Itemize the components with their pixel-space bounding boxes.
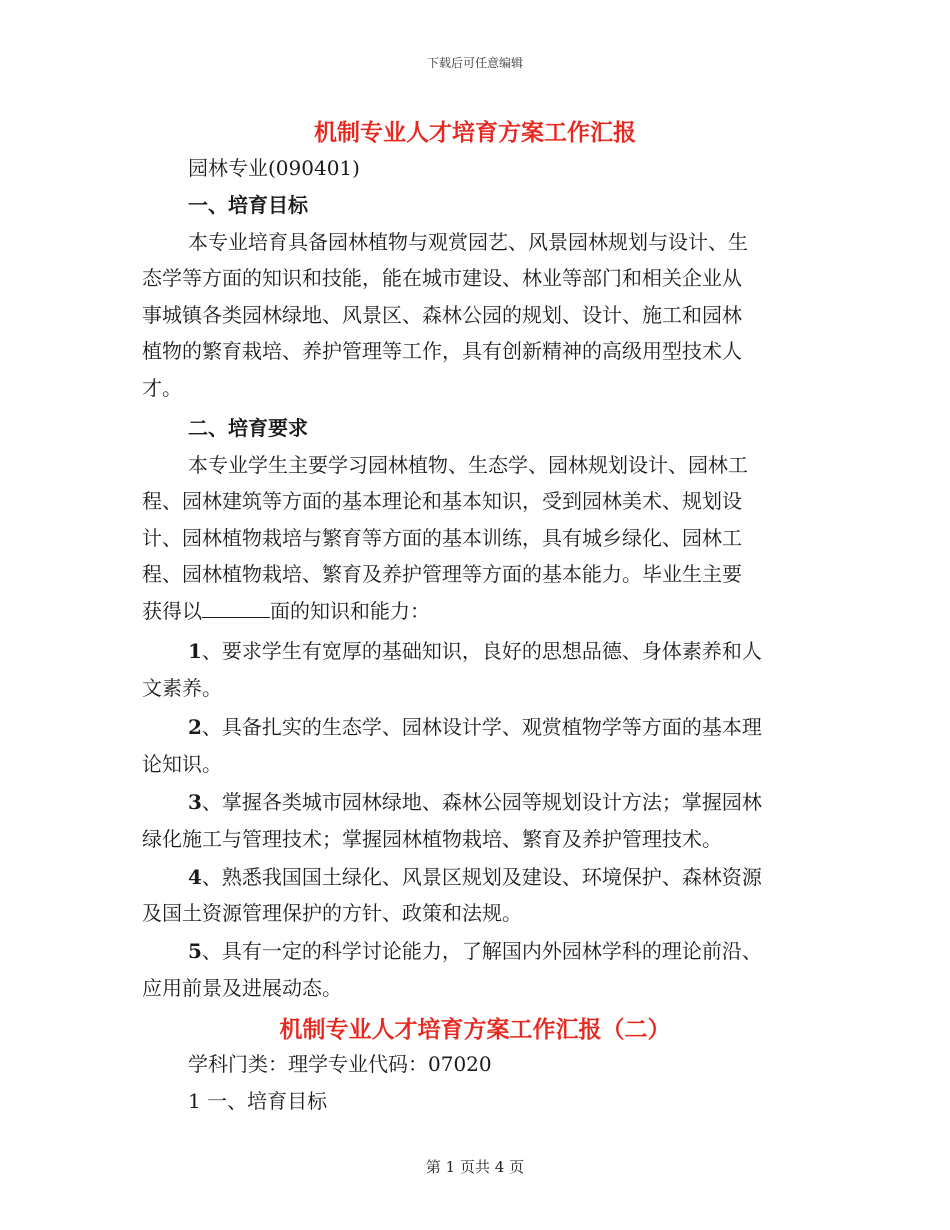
section1-line: 事城镇各类园林绿地、风景区、森林公园的规划、设计、施工和园林: [142, 303, 742, 327]
item-text: 、具备扎实的生态学、园林设计学、观赏植物学等方面的基本理: [201, 715, 762, 739]
item-text: 、要求学生有宽厚的基础知识，良好的思想品德、身体素养和人: [201, 639, 762, 663]
list-item: [188, 859, 858, 896]
section2-line: 程、园林植物栽培、繁育及养护管理等方面的基本能力。毕业生主要: [142, 562, 742, 586]
section1-line: 才。: [142, 376, 182, 400]
section2-line: 计、园林植物栽培与繁育等方面的基本训练，具有城乡绿化、园林工: [142, 526, 742, 550]
item-continuation: 文素养。: [142, 676, 222, 700]
item-continuation: 论知识。: [142, 752, 222, 776]
document-title: 机制专业人才培育方案工作汇报: [314, 119, 636, 146]
section2-heading: 二、培育要求: [188, 416, 308, 440]
section2-line: 本专业学生主要学习园林植物、生态学、园林规划设计、园林工: [188, 453, 748, 477]
item-number: 5: [188, 939, 202, 963]
item-number: 3: [188, 790, 202, 814]
item-continuation: 绿化施工与管理技术；掌握园林植物栽培、繁育及养护管理技术。: [142, 827, 722, 851]
list-item: [188, 633, 858, 670]
fill-in-blank: [202, 599, 270, 618]
section1-line: 本专业培育具备园林植物与观赏园艺、风景园林规划与设计、生: [188, 230, 748, 254]
item-number: 2: [188, 715, 202, 739]
section2-last-post: 面的知识和能力：: [270, 599, 430, 623]
item-continuation: 及国土资源管理保护的方针、政策和法规。: [142, 901, 522, 925]
section2-line: 程、园林建筑等方面的基本理论和基本知识，受到园林美术、规划设: [142, 489, 742, 513]
list-item: [188, 784, 858, 821]
item-number: 4: [188, 865, 202, 889]
section1-line: 植物的繁育栽培、养护管理等工作，具有创新精神的高级用型技术人: [142, 339, 742, 363]
header-note: 下载后可任意编辑: [426, 56, 523, 70]
second-title: 机制专业人才培育方案工作汇报（二）: [279, 1016, 671, 1043]
section2-last-pre: 获得以: [142, 599, 202, 623]
section2-line: [142, 593, 812, 630]
item-text: 、具有一定的科学讨论能力，了解国内外园林学科的理论前沿、: [201, 939, 762, 963]
section1-line: 态学等方面的知识和技能，能在城市建设、林业等部门和相关企业从: [142, 266, 742, 290]
list-item: [188, 709, 858, 746]
section1-heading: 一、培育目标: [188, 193, 308, 217]
goal-line: 1 一、培育目标: [188, 1089, 328, 1113]
item-number: 1: [188, 639, 202, 663]
major-line: 园林专业(090401): [188, 156, 360, 180]
page-number: 第 1 页共 4 页: [425, 1158, 525, 1176]
item-text: 、熟悉我国国土绿化、风景区规划及建设、环境保护、森林资源: [201, 865, 762, 889]
item-continuation: 应用前景及进展动态。: [142, 976, 342, 1000]
list-item: [188, 933, 858, 970]
item-text: 、掌握各类城市园林绿地、森林公园等规划设计方法；掌握园林: [201, 790, 762, 814]
subject-line: 学科门类：理学专业代码：07020: [188, 1052, 492, 1076]
